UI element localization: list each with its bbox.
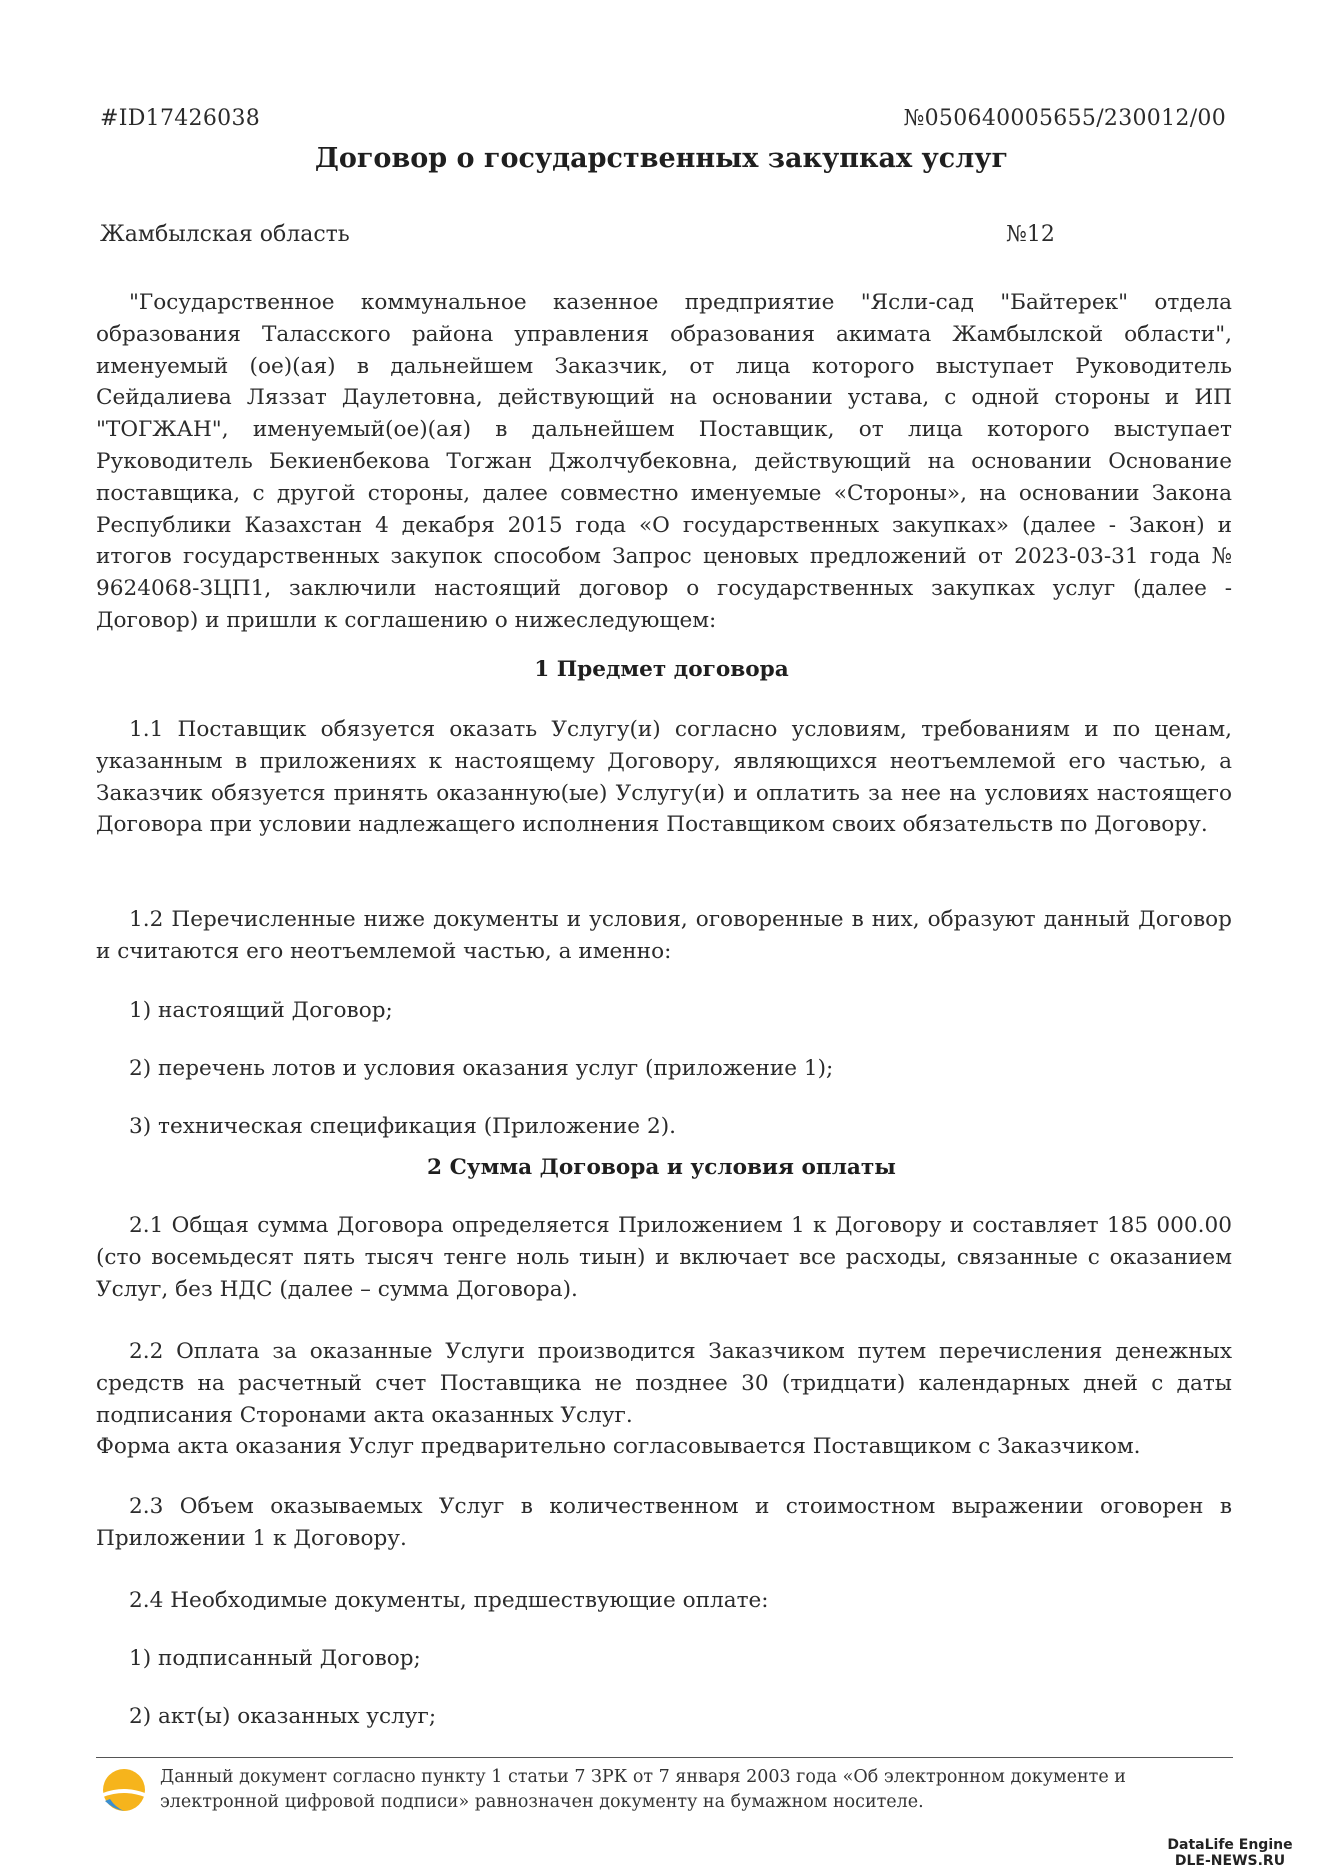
clause-2-3 [96, 1491, 1232, 1555]
document-title: Договор о государственных закупках услуг [314, 143, 1009, 174]
preamble-text: "Государственное коммунальное казенное предприятие "Ясли-сад "Байтерек" отдела образования Таласского района управления образования акимата Жамбылской области", именуемый (ое)(ая) в дальнейшем Заказчик, от лица которого выступает Руководитель Сейдалиева Ляззат Даулетовна, действующий на основании устава, с одной стороны и ИП "ТОГЖАН", именуемый(ое)(ая) в дальнейшем Поставщик, от лица которого выступает Руководитель Бекиенбекова Тогжан Джолчубековна, действующий на основании Основание поставщика, с другой стороны, далее совместно именуемые «Стороны», на основании Закона Республики Казахстан 4 декабря 2015 года «О государственных закупках» (далее - Закон) и итогов государственных закупок способом Запрос ценовых предложений от 2023-03-31 года № 9624068-ЗЦП1, заключили настоящий договор о государственных закупках услуг (далее - Договор) и пришли к соглашению о нижеследующем: [96, 290, 1232, 633]
clause-1-2 [96, 904, 1232, 968]
watermark-line-2: DLE-NEWS.RU [1174, 1853, 1286, 1869]
clause-2-3-text: 2.3 Объем оказываемых Услуг в количественном и стоимостном выражении оговорен в Приложении 1 к Договору. [96, 1494, 1232, 1551]
region-label: Жамбылская область [100, 222, 350, 247]
contract-number: №12 [1006, 222, 1055, 247]
clause-2-2 [96, 1336, 1232, 1463]
clause-2-1-text: 2.1 Общая сумма Договора определяется Приложением 1 к Договору и составляет 185 000.00 (сто восемьдесят пять тысяч тенге ноль тиын) и включает все расходы, связанные с оказанием Услуг, без НДС (далее – сумма Договора). [96, 1213, 1232, 1302]
list-item: 1) настоящий Договор; [129, 998, 393, 1023]
clause-1-1 [96, 714, 1232, 841]
clause-1-1-text: 1.1 Поставщик обязуется оказать Услугу(и) согласно условиям, требованиям и по ценам, указанным в приложениях к настоящему Договору, являющихся неотъемлемой его частью, а Заказчик обязуется принять оказанную(ые) Услугу(и) и оплатить за нее на условиях настоящего Договора при условии надлежащего исполнения Поставщиком своих обязательств по Договору. [96, 717, 1232, 838]
clause-1-2-text: 1.2 Перечисленные ниже документы и условия, оговоренные в них, образуют данный Договор и считаются его неотъемлемой частью, а именно: [96, 907, 1232, 964]
footer-divider [96, 1757, 1233, 1758]
clause-2-1 [96, 1210, 1232, 1305]
section-1-title: 1 Предмет договора [534, 657, 789, 682]
list-item: 2) перечень лотов и условия оказания услуг (приложение 1); [129, 1056, 834, 1081]
clause-2-4: 2.4 Необходимые документы, предшествующие оплате: [129, 1588, 769, 1613]
clause-2-2-text: 2.2 Оплата за оказанные Услуги производится Заказчиком путем перечисления денежных средств на расчетный счет Поставщика не позднее 30 (тридцати) календарных дней с даты подписания Сторонами акта оказанных Услуг. [96, 1339, 1232, 1428]
list-item: 3) техническая спецификация (Приложение 2). [129, 1114, 676, 1139]
electronic-document-notice: Данный документ согласно пункту 1 статьи 7 ЗРК от 7 января 2003 года «Об электронном документе и электронной цифровой подписи» равнозначен документу на бумажном носителе. [160, 1767, 1126, 1812]
document-number: №050640005655/230012/00 [903, 106, 1226, 131]
clause-2-2-note: Форма акта оказания Услуг предварительно согласовывается Поставщиком с Заказчиком. [96, 1434, 1141, 1460]
document-id: #ID17426038 [100, 106, 261, 131]
list-item: 2) акт(ы) оказанных услуг; [129, 1704, 437, 1729]
preamble-paragraph [96, 287, 1232, 637]
egov-sun-logo-icon [101, 1767, 147, 1813]
list-item: 1) подписанный Договор; [129, 1646, 421, 1671]
section-2-title: 2 Сумма Договора и условия оплаты [427, 1155, 896, 1180]
watermark-line-1: DataLife Engine [1167, 1837, 1293, 1853]
